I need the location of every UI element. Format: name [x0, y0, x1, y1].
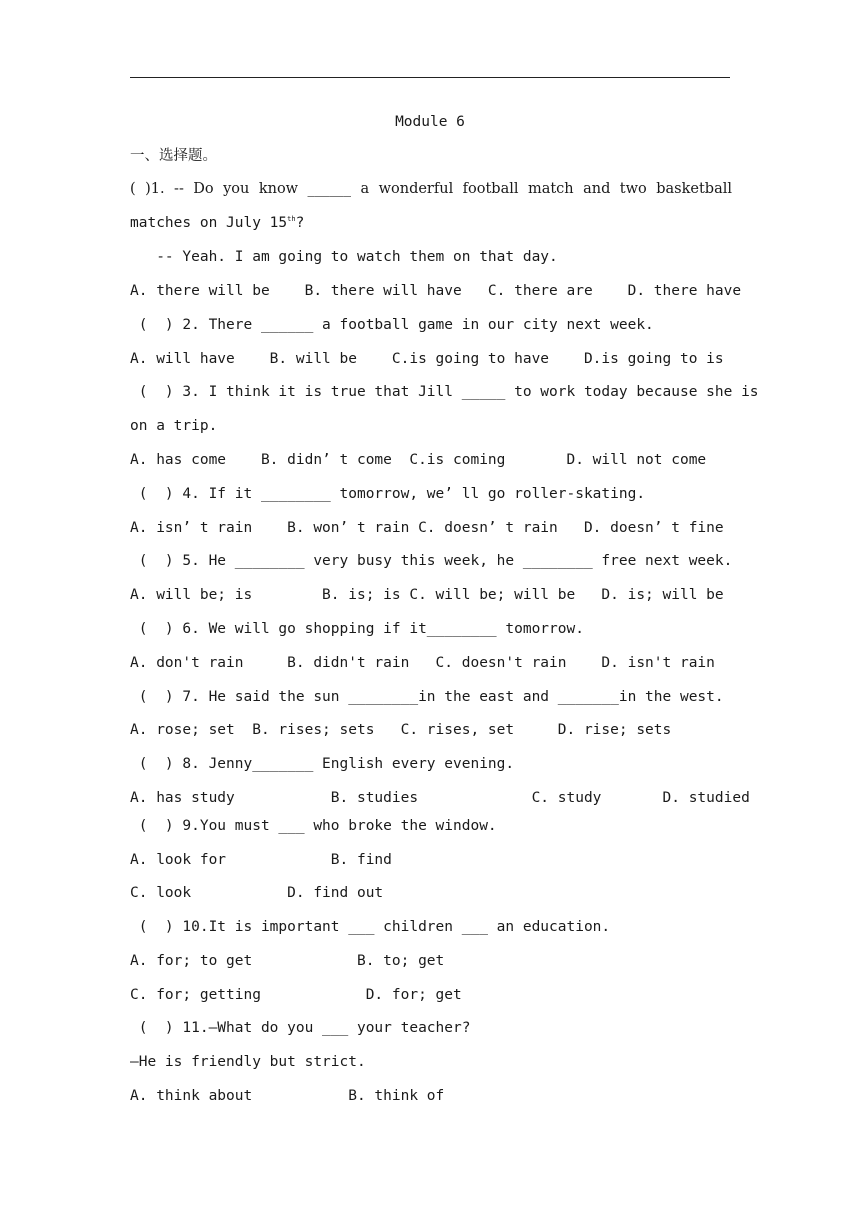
question-8-stem: ( ) 8. Jenny_______ English every evening.	[130, 756, 515, 772]
question-7-options: A. rose; set B. rises; sets C. rises, set D. rise; sets	[130, 722, 672, 738]
question-1-text: matches on July 15	[130, 215, 288, 231]
question-10-options-ab: A. for; to get B. to; get	[130, 953, 445, 969]
question-9-options-cd: C. look D. find out	[130, 885, 384, 901]
question-10-options-cd: C. for; getting D. for; get	[130, 987, 462, 1003]
question-1-stem-continued	[130, 213, 732, 233]
question-5-options: A. will be; is B. is; is C. will be; will be D. is; will be	[130, 587, 724, 603]
question-6-stem: ( ) 6. We will go shopping if it________ tomorrow.	[130, 621, 584, 637]
question-8-options: A. has study B. studies C. study D. studied	[130, 790, 750, 806]
question-4-stem: ( ) 4. If it ________ tomorrow, we’ ll go roller-skating.	[130, 486, 646, 502]
question-1-stem: ( )1. -- Do you know ______ a wonderful football match and two basketball	[130, 181, 732, 197]
question-1-reply: -- Yeah. I am going to watch them on that day.	[130, 249, 558, 265]
question-9-options-ab: A. look for B. find	[130, 852, 392, 868]
question-3-stem: ( ) 3. I think it is true that Jill _____ to work today because she is	[130, 384, 759, 400]
question-2-options: A. will have B. will be C.is going to have D.is going to is	[130, 351, 724, 367]
question-11-stem: ( ) 11.—What do you ___ your teacher?	[130, 1020, 471, 1036]
question-11-reply: —He is friendly but strict.	[130, 1054, 366, 1070]
question-11-options-ab: A. think about B. think of	[130, 1088, 445, 1104]
question-6-options: A. don't rain B. didn't rain C. doesn't rain D. isn't rain	[130, 655, 715, 671]
question-2-stem: ( ) 2. There ______ a football game in our city next week.	[130, 317, 654, 333]
question-5-stem: ( ) 5. He ________ very busy this week, he ________ free next week.	[130, 553, 733, 569]
question-10-stem: ( ) 10.It is important ___ children ___ an education.	[130, 919, 611, 935]
question-9-stem: ( ) 9.You must ___ who broke the window.	[130, 818, 497, 834]
header-rule	[130, 77, 730, 78]
question-mark: ?	[295, 215, 305, 231]
ordinal-suffix: th	[287, 215, 296, 224]
question-3-options: A. has come B. didn’ t come C.is coming D. will not come	[130, 452, 707, 468]
question-4-options: A. isn’ t rain B. won’ t rain C. doesn’ t rain D. doesn’ t fine	[130, 520, 724, 536]
question-1-options: A. there will be B. there will have C. there are D. there have	[130, 283, 742, 299]
section-heading: 一、选择题。	[130, 148, 217, 164]
question-3-stem-continued: on a trip.	[130, 418, 218, 434]
question-7-stem: ( ) 7. He said the sun ________in the east and _______in the west.	[130, 689, 724, 705]
page-title: Module 6	[395, 114, 465, 130]
